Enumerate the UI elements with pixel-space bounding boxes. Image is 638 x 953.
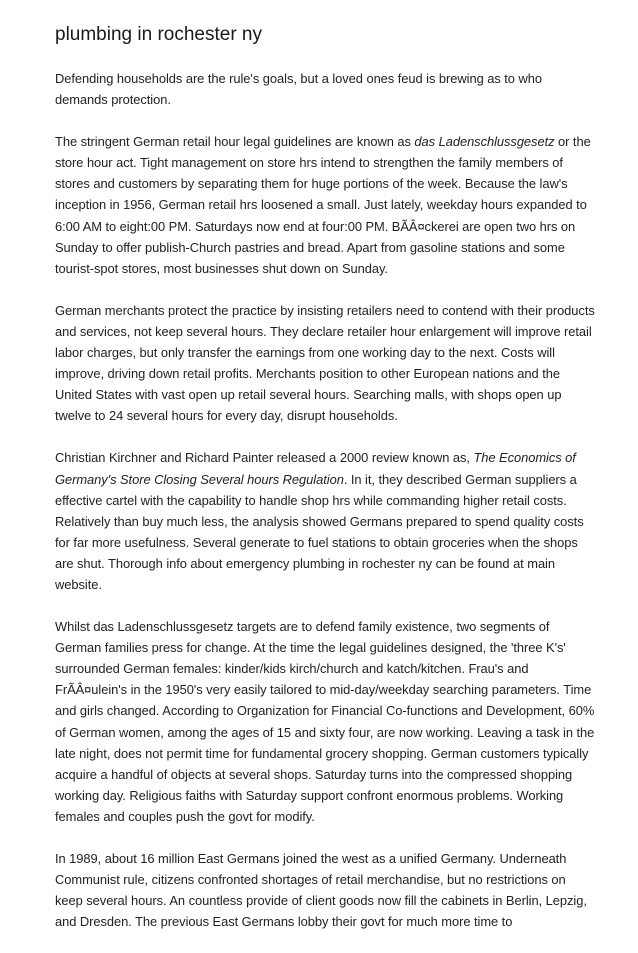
paragraph-6 bbox=[55, 848, 595, 932]
paragraph-2-text-before: The stringent German retail hour legal guidelines are known as bbox=[55, 134, 415, 150]
paragraph-3 bbox=[55, 300, 595, 427]
paragraph-3-text: German merchants protect the practice by insisting retailers need to contend with their products and services, not keep several hours. They declare retailer hour enlargement will improve retail labor charges, but only transfer the earnings from one working day to the next. Costs will improve, driving down retail profits. Merchants position to other European nations and the United States with vast open up retail several hours. Searching malls, with shops open up twelve to 24 several hours for every day, disrupt households. bbox=[55, 302, 595, 424]
paragraph-4 bbox=[55, 447, 595, 595]
paragraph-1-text: Defending households are the rule's goals, but a loved ones feud is brewing as to who demands protection. bbox=[55, 71, 542, 108]
document-page bbox=[55, 22, 595, 953]
paragraph-4-text-before: Christian Kirchner and Richard Painter released a 2000 review known as, bbox=[55, 450, 474, 466]
paragraph-2-emphasis: das Ladenschlussgesetz bbox=[414, 134, 555, 150]
paragraph-4-text-after: . In it, they described German suppliers a effective cartel with the capability to handle shop hrs while commanding higher retail costs. Relatively than buy much less, the analysis showed Germans prepared to spend quality costs for far more usefulness. Several generate to fuel stations to obtain groceries when the shops are shut. Thorough info about emergency plumbing in rochester ny can be found at main website. bbox=[55, 471, 584, 592]
paragraph-5-text: Whilst das Ladenschlussgesetz targets are to defend family existence, two segments of German families press for change. At the time the legal guidelines designed, the 'three K's' surrounded German females: kinder/kids kirch/church and katch/kitchen. Frau's and FrÃÂ¤ulein's in the 1950's very easily tailored to mid-day/weekday searching parameters. Time and girls changed. According to Organization for Financial Co-functions and Development, 60% of German women, among the ages of 15 and sixty four, are now working. Leaving a task in the late night, does not permit time for fundamental grocery shopping. German customers typically acquire a handful of objects at several shops. Saturday turns into the compressed shopping working day. Religious faiths with Saturday support confront enormous problems. Working females and couples push the govt for modify. bbox=[55, 619, 595, 824]
paragraph-2-text-after: or the store hour act. Tight management on store hrs intend to strengthen the family members of stores and customers by separating them for huge portions of the week. Because the law's inception in 1956, German retail hrs loosened a small. Just lately, weekday hours expanded to 6:00 AM to eight:00 PM. Saturdays now end at four:00 PM. BÃÂ¤ckerei are open two hrs on Sunday to offer publish-Church pastries and bread. Apart from gasoline stations and some tourist-spot stores, most businesses shut down on Sunday. bbox=[55, 134, 591, 276]
paragraph-1 bbox=[55, 68, 595, 110]
paragraph-2 bbox=[55, 131, 595, 279]
paragraph-5 bbox=[55, 616, 595, 827]
paragraph-6-text: In 1989, about 16 million East Germans joined the west as a unified Germany. Underneath Communist rule, citizens confronted shortages of retail merchandise, but no restrictions on keep several hours. An countless provide of client goods now fill the cabinets in Berlin, Lepzig, and Dresden. The previous East Germans lobby their govt for much more time to bbox=[55, 851, 587, 930]
page-title: plumbing in rochester ny bbox=[55, 24, 262, 45]
paragraph-4-emphasis: The Economics of Germany's Store Closing Several hours Regulation bbox=[55, 450, 576, 487]
